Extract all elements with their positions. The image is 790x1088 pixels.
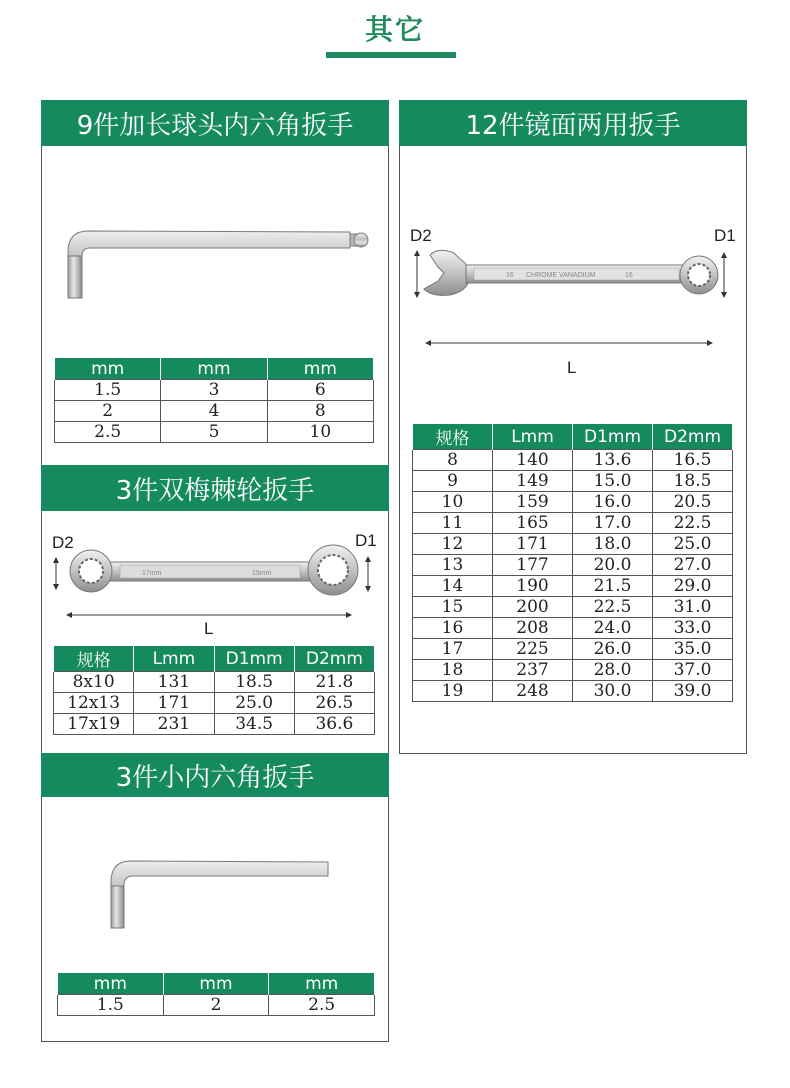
- table-cell: 10: [267, 422, 373, 443]
- table-cell: 8: [413, 450, 493, 471]
- table-cell: 18.0: [573, 534, 653, 555]
- combo-header: 12件镜面两用扳手: [399, 100, 747, 146]
- column-header: mm: [58, 973, 164, 995]
- table-cell: 5: [161, 422, 267, 443]
- column-header: mm: [55, 358, 161, 380]
- table-row: [54, 693, 375, 714]
- table-cell: 12x13: [54, 693, 134, 714]
- table-row: [413, 597, 733, 618]
- table-row: [413, 450, 733, 471]
- table-cell: 39.0: [653, 681, 733, 702]
- table-cell: 25.0: [653, 534, 733, 555]
- table-row: [55, 401, 374, 422]
- table-cell: 29.0: [653, 576, 733, 597]
- combination-wrench-icon: [408, 245, 738, 355]
- table-cell: 10: [413, 492, 493, 513]
- table-cell: 8x10: [54, 672, 134, 693]
- table-cell: 2: [163, 995, 269, 1016]
- ratchet-header: 3件双梅棘轮扳手: [41, 465, 389, 511]
- table-cell: 16.0: [573, 492, 653, 513]
- combo-table: [412, 423, 733, 702]
- table-row: [413, 492, 733, 513]
- ratchet-mark-19: 19mm: [252, 570, 272, 577]
- column-header: Lmm: [134, 646, 214, 672]
- table-cell: 13: [413, 555, 493, 576]
- ratchet-l-label: L: [204, 619, 214, 638]
- column-header: D1mm: [573, 424, 653, 450]
- column-header: mm: [267, 358, 373, 380]
- column-header: Lmm: [493, 424, 573, 450]
- table-row: [54, 714, 375, 735]
- table-cell: 131: [134, 672, 214, 693]
- table-cell: 2.5: [55, 422, 161, 443]
- table-cell: 34.5: [214, 714, 294, 735]
- table-row: [55, 380, 374, 401]
- table-cell: 2: [55, 401, 161, 422]
- double-ratchet-wrench-icon: [50, 545, 380, 625]
- table-cell: 28.0: [573, 660, 653, 681]
- table-cell: 140: [493, 450, 573, 471]
- combo-d1-label: D1: [714, 226, 736, 245]
- ratchet-table: [53, 645, 375, 735]
- table-cell: 190: [493, 576, 573, 597]
- column-header: 规格: [413, 424, 493, 450]
- table-row: [413, 534, 733, 555]
- table-row: [413, 618, 733, 639]
- hex-small-table: [57, 972, 375, 1016]
- combo-d2-label: D2: [410, 226, 432, 245]
- table-cell: 16.5: [653, 450, 733, 471]
- table-cell: 237: [493, 660, 573, 681]
- table-row: [413, 681, 733, 702]
- table-cell: 26.5: [294, 693, 374, 714]
- table-cell: 165: [493, 513, 573, 534]
- table-cell: 35.0: [653, 639, 733, 660]
- table-cell: 17: [413, 639, 493, 660]
- table-cell: 13.6: [573, 450, 653, 471]
- table-cell: 1.5: [58, 995, 164, 1016]
- table-row: [413, 576, 733, 597]
- table-cell: 18.5: [653, 471, 733, 492]
- combo-mark-center: CHROME VANADIUM: [526, 272, 596, 279]
- title-underline: [326, 52, 456, 58]
- table-cell: 18: [413, 660, 493, 681]
- ball-end-hex-key-icon: [60, 222, 380, 307]
- table-cell: 200: [493, 597, 573, 618]
- table-row: [413, 555, 733, 576]
- table-cell: 149: [493, 471, 573, 492]
- column-header: D2mm: [294, 646, 374, 672]
- page-title: 其它: [364, 13, 425, 46]
- table-cell: 22.5: [573, 597, 653, 618]
- table-cell: 225: [493, 639, 573, 660]
- hex-small-header: 3件小内六角扳手: [41, 753, 389, 797]
- table-cell: 21.5: [573, 576, 653, 597]
- table-cell: 33.0: [653, 618, 733, 639]
- table-cell: 248: [493, 681, 573, 702]
- table-cell: 15: [413, 597, 493, 618]
- table-cell: 8: [267, 401, 373, 422]
- column-header: mm: [269, 973, 375, 995]
- table-cell: 22.5: [653, 513, 733, 534]
- table-cell: 9: [413, 471, 493, 492]
- table-cell: 18.5: [214, 672, 294, 693]
- table-cell: 4: [161, 401, 267, 422]
- table-row: [413, 660, 733, 681]
- column-header: D2mm: [653, 424, 733, 450]
- table-cell: 177: [493, 555, 573, 576]
- combo-l-label: L: [567, 358, 577, 377]
- table-cell: 17x19: [54, 714, 134, 735]
- table-cell: 36.6: [294, 714, 374, 735]
- table-cell: 14: [413, 576, 493, 597]
- table-cell: 159: [493, 492, 573, 513]
- table-row: [55, 422, 374, 443]
- table-cell: 12: [413, 534, 493, 555]
- table-cell: 17.0: [573, 513, 653, 534]
- table-cell: 2.5: [269, 995, 375, 1016]
- ratchet-d1-label: D1: [355, 531, 377, 550]
- table-cell: 171: [493, 534, 573, 555]
- table-row: [54, 672, 375, 693]
- table-cell: 24.0: [573, 618, 653, 639]
- table-cell: 11: [413, 513, 493, 534]
- table-row: [413, 471, 733, 492]
- table-row: [413, 639, 733, 660]
- table-cell: 31.0: [653, 597, 733, 618]
- hex-long-header: 9件加长球头内六角扳手: [41, 100, 389, 146]
- table-cell: 27.0: [653, 555, 733, 576]
- column-header: 规格: [54, 646, 134, 672]
- table-cell: 208: [493, 618, 573, 639]
- table-cell: 25.0: [214, 693, 294, 714]
- column-header: D1mm: [214, 646, 294, 672]
- table-cell: 19: [413, 681, 493, 702]
- table-row: [58, 995, 375, 1016]
- table-cell: 20.5: [653, 492, 733, 513]
- combo-mark-left: 16: [506, 272, 514, 279]
- table-cell: 15.0: [573, 471, 653, 492]
- table-cell: 20.0: [573, 555, 653, 576]
- table-cell: 30.0: [573, 681, 653, 702]
- table-cell: 21.8: [294, 672, 374, 693]
- column-header: mm: [163, 973, 269, 995]
- combo-mark-right: 16: [625, 272, 633, 279]
- table-cell: 26.0: [573, 639, 653, 660]
- hex-long-table: [54, 357, 374, 443]
- ratchet-mark-17: 17mm: [142, 570, 162, 577]
- table-row: [413, 513, 733, 534]
- ratchet-d2-label: D2: [52, 533, 74, 552]
- table-cell: 171: [134, 693, 214, 714]
- table-cell: 37.0: [653, 660, 733, 681]
- column-header: mm: [161, 358, 267, 380]
- table-cell: 3: [161, 380, 267, 401]
- table-cell: 16: [413, 618, 493, 639]
- table-cell: 231: [134, 714, 214, 735]
- hex-key-icon: [103, 856, 333, 934]
- table-cell: 1.5: [55, 380, 161, 401]
- table-cell: 6: [267, 380, 373, 401]
